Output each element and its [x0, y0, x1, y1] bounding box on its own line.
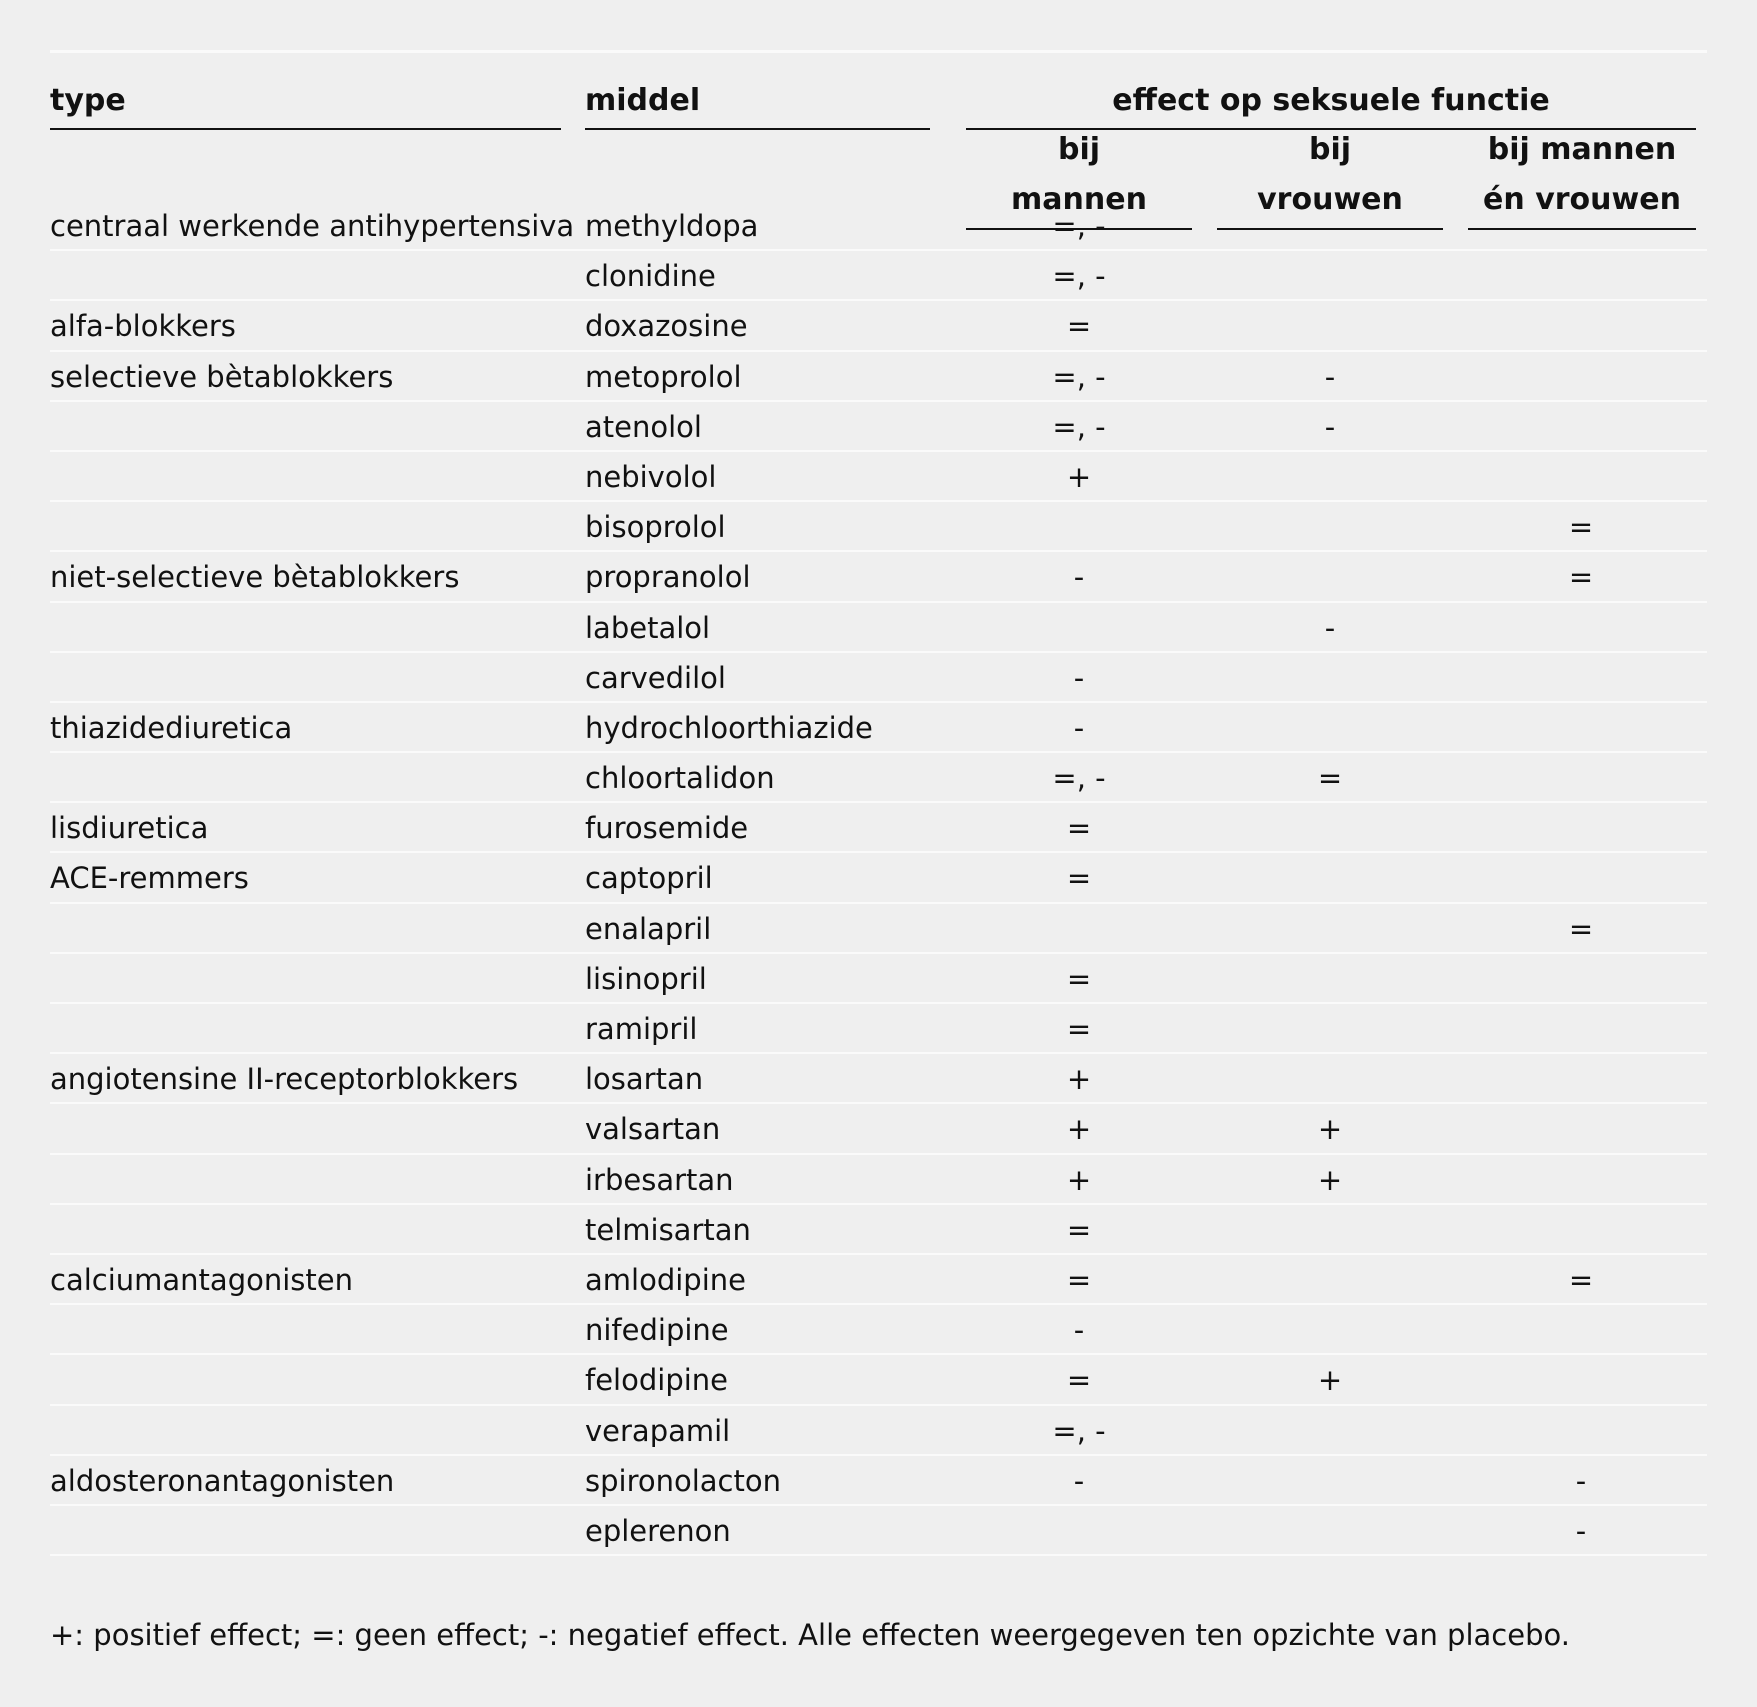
cell-effect-men: = [1066, 1212, 1092, 1247]
cell-effect-men: - [1073, 710, 1085, 745]
cell-middel: spironolacton [585, 1463, 781, 1498]
cell-effect-women: - [1324, 610, 1336, 645]
cell-middel: losartan [585, 1062, 704, 1097]
header-women-line1: bij [1308, 132, 1352, 167]
cell-effect-both: - [1575, 1463, 1587, 1498]
table-row [50, 402, 1707, 452]
cell-effect-both: = [1568, 560, 1594, 595]
cell-type: niet-selectieve bètablokkers [50, 560, 460, 595]
cell-effect-men: + [1066, 1062, 1092, 1097]
header-middel-underline [585, 128, 930, 130]
cell-type: thiazidediuretica [50, 710, 293, 745]
table-row [50, 954, 1707, 1004]
table-row [50, 1104, 1707, 1154]
cell-middel: hydrochloorthiazide [585, 710, 873, 745]
cell-effect-men: - [1073, 560, 1085, 595]
table-row [50, 1456, 1707, 1506]
cell-effect-both: = [1568, 911, 1594, 946]
cell-middel: metoprolol [585, 359, 742, 394]
cell-type: selectieve bètablokkers [50, 359, 394, 394]
cell-middel: verapamil [585, 1413, 731, 1448]
cell-middel: propranolol [585, 560, 751, 595]
cell-effect-women: = [1317, 761, 1343, 796]
cell-effect-both: = [1568, 510, 1594, 545]
cell-middel: atenolol [585, 409, 702, 444]
table-row [50, 1255, 1707, 1305]
table-row [50, 1305, 1707, 1355]
cell-effect-both: - [1575, 1513, 1587, 1548]
cell-middel: furosemide [585, 811, 749, 846]
cell-effect-men: - [1073, 1463, 1085, 1498]
cell-effect-men: = [1066, 1262, 1092, 1297]
cell-middel: nebivolol [585, 459, 717, 494]
cell-middel: telmisartan [585, 1212, 751, 1247]
cell-middel: irbesartan [585, 1162, 734, 1197]
table-row [50, 1506, 1707, 1556]
cell-effect-women: + [1317, 1162, 1343, 1197]
cell-middel: bisoprolol [585, 510, 726, 545]
cell-type: alfa-blokkers [50, 309, 236, 344]
table-row [50, 1355, 1707, 1405]
cell-effect-women: + [1317, 1112, 1343, 1147]
cell-effect-women: - [1324, 409, 1336, 444]
table-row [50, 1406, 1707, 1456]
table-row [50, 1205, 1707, 1255]
cell-middel: carvedilol [585, 660, 726, 695]
cell-effect-men: =, - [1052, 409, 1106, 444]
table-row [50, 904, 1707, 954]
table-top-rule [50, 50, 1707, 53]
table-row [50, 1155, 1707, 1205]
cell-middel: captopril [585, 861, 713, 896]
cell-effect-men: + [1066, 459, 1092, 494]
header-both-line1: bij mannen [1487, 132, 1677, 167]
cell-middel: labetalol [585, 610, 711, 645]
table-row [50, 1004, 1707, 1054]
cell-type: lisdiuretica [50, 811, 209, 846]
cell-effect-women: + [1317, 1363, 1343, 1398]
cell-middel: clonidine [585, 259, 716, 294]
cell-effect-men: =, - [1052, 209, 1106, 243]
table-row [50, 653, 1707, 703]
table-body [50, 201, 1707, 1556]
cell-middel: felodipine [585, 1363, 729, 1398]
cell-effect-men: = [1066, 811, 1092, 846]
cell-effect-women: - [1324, 359, 1336, 394]
cell-middel: eplerenon [585, 1513, 731, 1548]
cell-middel: amlodipine [585, 1262, 746, 1297]
cell-type: angiotensine II-receptorblokkers [50, 1062, 519, 1097]
footnote: +: positief effect; =: geen effect; -: negatief effect. Alle effecten weergegeven ten opzichte van placebo. [50, 1618, 1570, 1652]
table-row [50, 803, 1707, 853]
cell-type: centraal werkende antihypertensiva [50, 209, 575, 243]
cell-middel: valsartan [585, 1112, 721, 1147]
table-row [50, 502, 1707, 552]
cell-effect-men: + [1066, 1112, 1092, 1147]
header-effect: effect op seksuele functie [1112, 83, 1550, 118]
header-type-underline [50, 128, 561, 130]
table-row [50, 703, 1707, 753]
cell-type: aldosteronantagonisten [50, 1463, 395, 1498]
cell-effect-men: = [1066, 861, 1092, 896]
cell-effect-men: = [1066, 961, 1092, 996]
header-women-line2: vrouwen [1257, 182, 1403, 217]
table-row [50, 1054, 1707, 1104]
cell-effect-men: = [1066, 1012, 1092, 1046]
cell-type: ACE-remmers [50, 861, 249, 896]
cell-effect-men: = [1066, 1363, 1092, 1398]
table-row [50, 452, 1707, 502]
table-row [50, 753, 1707, 803]
cell-middel: lisinopril [585, 961, 707, 996]
cell-effect-men: = [1066, 309, 1092, 344]
cell-effect-both: = [1568, 1262, 1594, 1297]
cell-middel: ramipril [585, 1012, 698, 1046]
cell-middel: nifedipine [585, 1313, 729, 1348]
cell-effect-men: - [1073, 660, 1085, 695]
header-middel: middel [585, 83, 701, 118]
cell-effect-men: - [1073, 1313, 1085, 1348]
table-row [50, 301, 1707, 351]
table-row [50, 201, 1707, 251]
cell-effect-men: =, - [1052, 761, 1106, 796]
cell-effect-men: =, - [1052, 259, 1106, 294]
table-row [50, 603, 1707, 653]
cell-effect-men: =, - [1052, 1413, 1106, 1448]
cell-effect-men: =, - [1052, 359, 1106, 394]
table-row [50, 552, 1707, 602]
cell-type: calciumantagonisten [50, 1262, 353, 1297]
header-type: type [50, 83, 126, 118]
cell-middel: enalapril [585, 911, 712, 946]
cell-middel: methyldopa [585, 209, 759, 243]
table-row [50, 853, 1707, 903]
header-both-line2: én vrouwen [1483, 182, 1681, 217]
table-row [50, 251, 1707, 301]
cell-middel: doxazosine [585, 309, 748, 344]
table-row [50, 352, 1707, 402]
cell-effect-men: + [1066, 1162, 1092, 1197]
cell-middel: chloortalidon [585, 761, 775, 796]
header-men-line2: mannen [1011, 182, 1147, 217]
header-men-line1: bij [1057, 132, 1101, 167]
